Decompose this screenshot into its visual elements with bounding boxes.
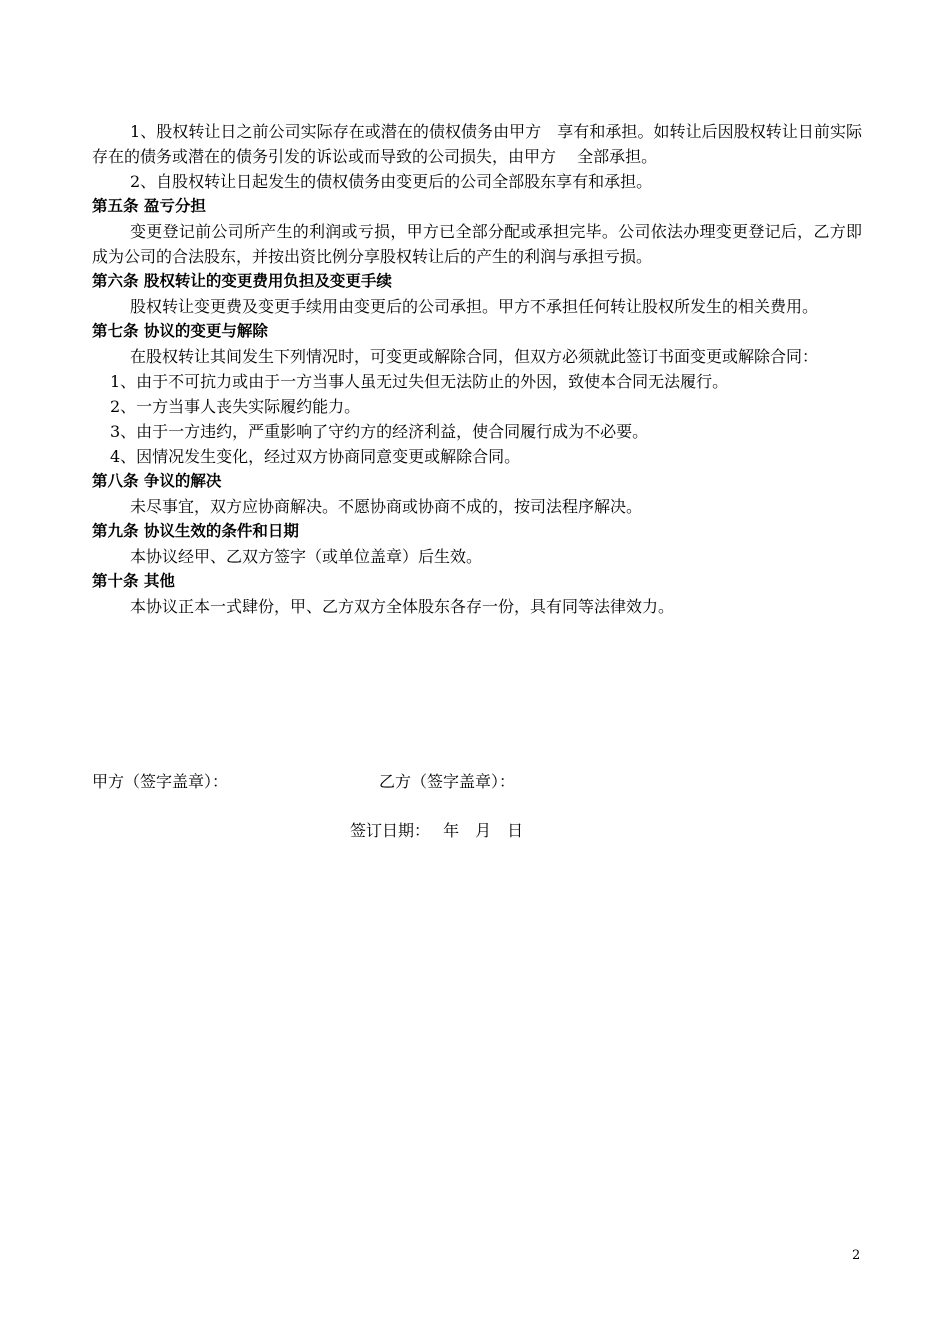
list-item: 1、由于不可抗力或由于一方当事人虽无过失但无法防止的外因，致使本合同无法履行。: [110, 372, 729, 391]
paragraph: 变更登记前公司所产生的利润或亏损，甲方已全部分配或承担完毕。公司依法办理变更登记后，乙方即成为公司的合法股东，并按出资比例分享股权转让后的产生的利润与承担亏损。: [92, 222, 862, 266]
section-heading: 第九条 协议生效的条件和日期: [92, 522, 299, 540]
section-heading: 第五条 盈亏分担: [92, 197, 206, 215]
paragraph: 未尽事宜，双方应协商解决。不愿协商或协商不成的，按司法程序解决。: [130, 497, 643, 516]
party-b-signature-label: 乙方（签字盖章）：: [379, 772, 516, 791]
party-a-signature-label: 甲方（签字盖章）：: [92, 772, 229, 791]
list-item: 3、由于一方违约，严重影响了守约方的经济利益，使合同履行成为不必要。: [110, 422, 649, 441]
paragraph: 股权转让变更费及变更手续用由变更后的公司承担。甲方不承担任何转让股权所发生的相关费用。: [130, 297, 819, 316]
paragraph: 在股权转让其间发生下列情况时，可变更或解除合同，但双方必须就此签订书面变更或解除合同：: [130, 347, 819, 366]
paragraph: 2、自股权转让日起发生的债权债务由变更后的公司全部股东享有和承担。: [130, 172, 653, 191]
section-heading: 第七条 协议的变更与解除: [92, 322, 268, 340]
section-heading: 第十条 其他: [92, 572, 175, 590]
section-heading: 第八条 争议的解决: [92, 472, 222, 490]
page-number: 2: [852, 1248, 861, 1263]
paragraph: 本协议经甲、乙双方签字（或单位盖章）后生效。: [130, 547, 483, 566]
document-body: [92, 119, 862, 619]
list-item: 2、一方当事人丧失实际履约能力。: [110, 397, 361, 416]
section-heading: 第六条 股权转让的变更费用负担及变更手续: [92, 272, 392, 290]
signing-date-label: 签订日期： 年 月 日: [350, 821, 524, 840]
list-item: 4、因情况发生变化，经过双方协商同意变更或解除合同。: [110, 447, 521, 466]
paragraph: 本协议正本一式肆份，甲、乙方双方全体股东各存一份，具有同等法律效力。: [130, 597, 675, 616]
paragraph: 1、股权转让日之前公司实际存在或潜在的债权债务由甲方 享有和承担。如转让后因股权转让日前实际存在的债务或潜在的债务引发的诉讼或而导致的公司损失，由甲方 全部承担。: [92, 122, 862, 166]
